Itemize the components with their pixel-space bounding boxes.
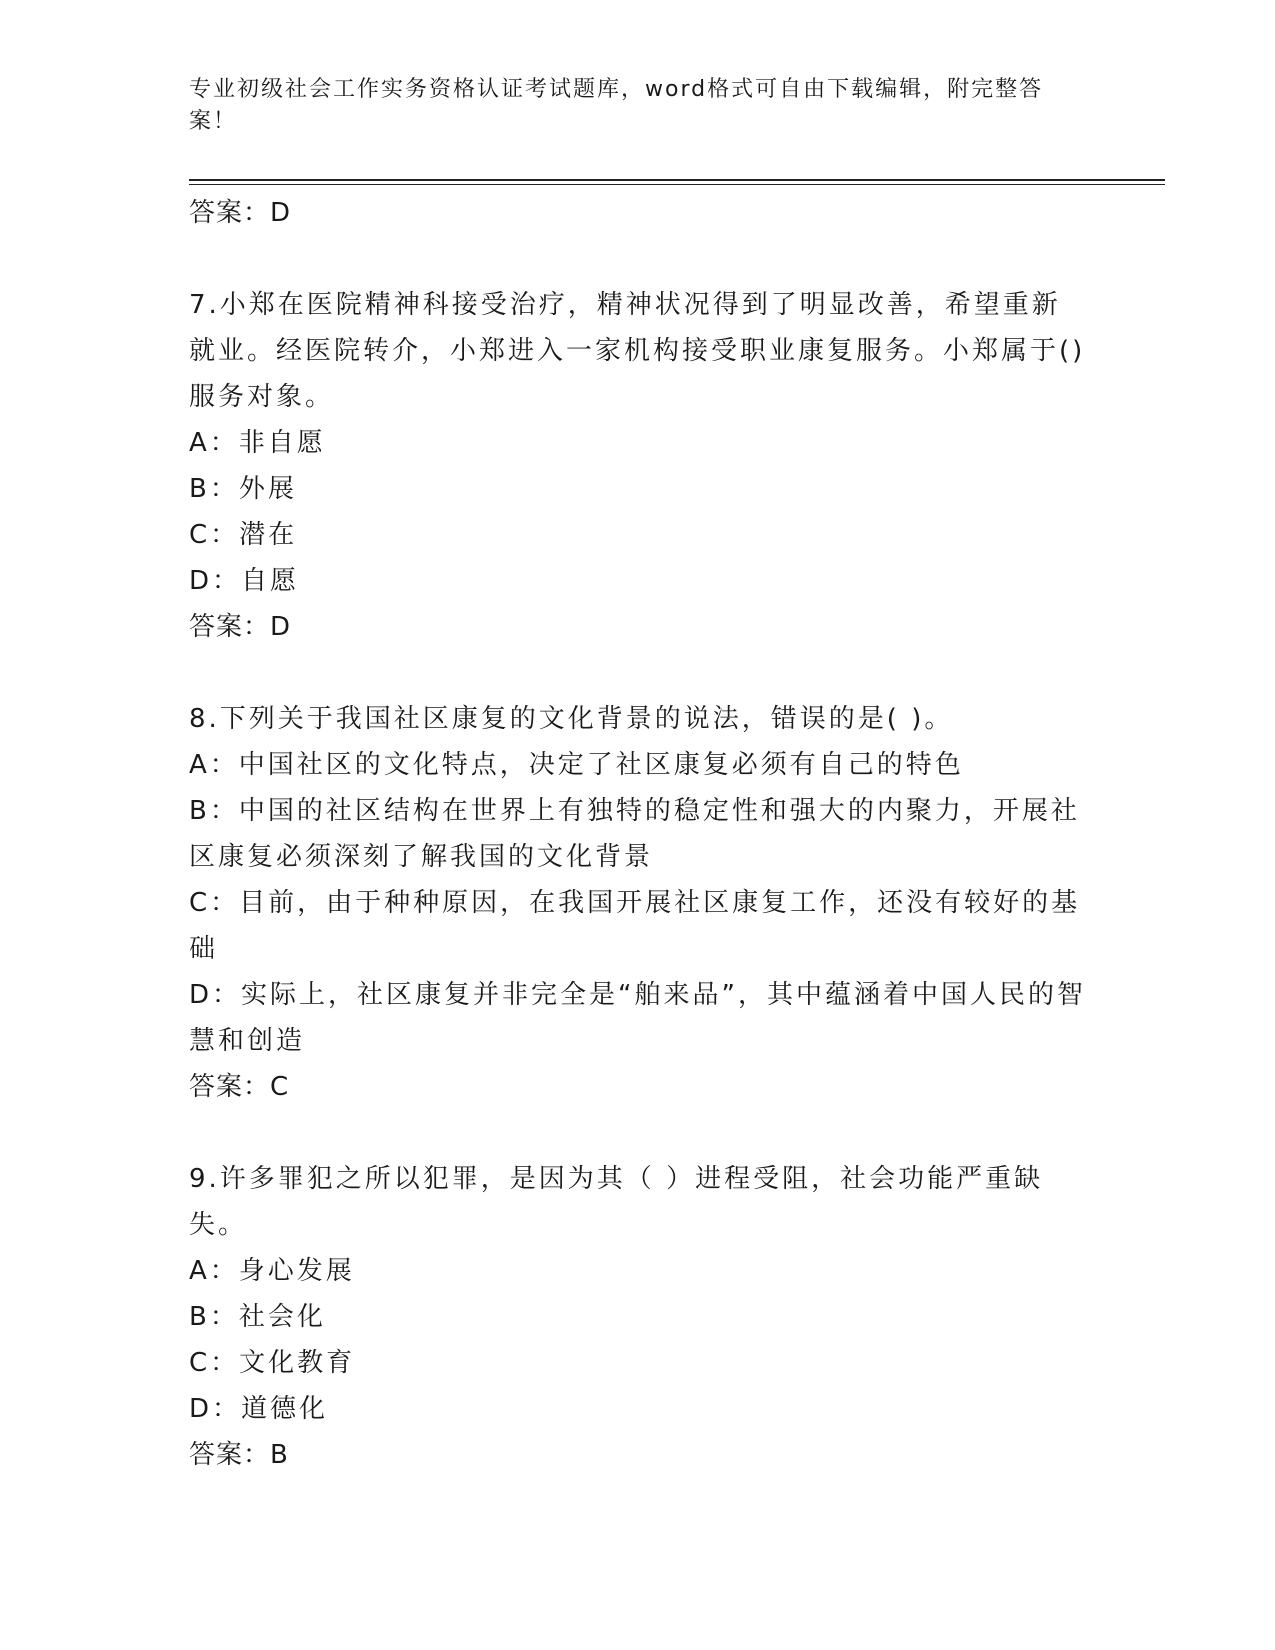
option-a: A：非自愿: [189, 428, 326, 458]
question-9: [189, 1156, 1089, 1478]
question-7: [189, 282, 1089, 650]
question-list: [189, 190, 1089, 1478]
header-rule-thin: [189, 184, 1165, 185]
header-rule-thick: [189, 179, 1165, 181]
question-8: [189, 696, 1089, 1110]
option-c: C：目前，由于种种原因，在我国开展社区康复工作，还没有较好的基础: [189, 888, 1081, 964]
option-d: D：道德化: [189, 1394, 329, 1424]
option-b: B：社会化: [189, 1302, 326, 1332]
option-d: D：自愿: [189, 566, 300, 596]
option-a: A：中国社区的文化特点，决定了社区康复必须有自己的特色: [189, 750, 964, 780]
option-b: B：中国的社区结构在世界上有独特的稳定性和强大的内聚力，开展社区康复必须深刻了解我国的文化背景: [189, 796, 1080, 872]
answer-label: 答案：C: [189, 1072, 290, 1102]
question-text: 7.小郑在医院精神科接受治疗，精神状况得到了明显改善，希望重新就业。经医院转介，小郑进入一家机构接受职业康复服务。小郑属于()服务对象。: [189, 290, 1086, 412]
option-a: A：身心发展: [189, 1256, 355, 1286]
option-d: D：实际上，社区康复并非完全是“舶来品”，其中蕴涵着中国人民的智慧和创造: [189, 980, 1086, 1056]
option-b: B：外展: [189, 474, 297, 504]
option-c: C：文化教育: [189, 1348, 356, 1378]
option-c: C：潜在: [189, 520, 298, 550]
document-header: 专业初级社会工作实务资格认证考试题库，word格式可自由下载编辑，附完整答案！: [189, 77, 1044, 134]
question-text: 8.下列关于我国社区康复的文化背景的说法，错误的是( )。: [189, 704, 954, 734]
answer-label: 答案：D: [189, 198, 292, 228]
question-text: 9.许多罪犯之所以犯罪，是因为其（ ）进程受阻，社会功能严重缺失。: [189, 1164, 1044, 1240]
answer-label: 答案：B: [189, 1440, 289, 1470]
answer-label: 答案：D: [189, 612, 292, 642]
